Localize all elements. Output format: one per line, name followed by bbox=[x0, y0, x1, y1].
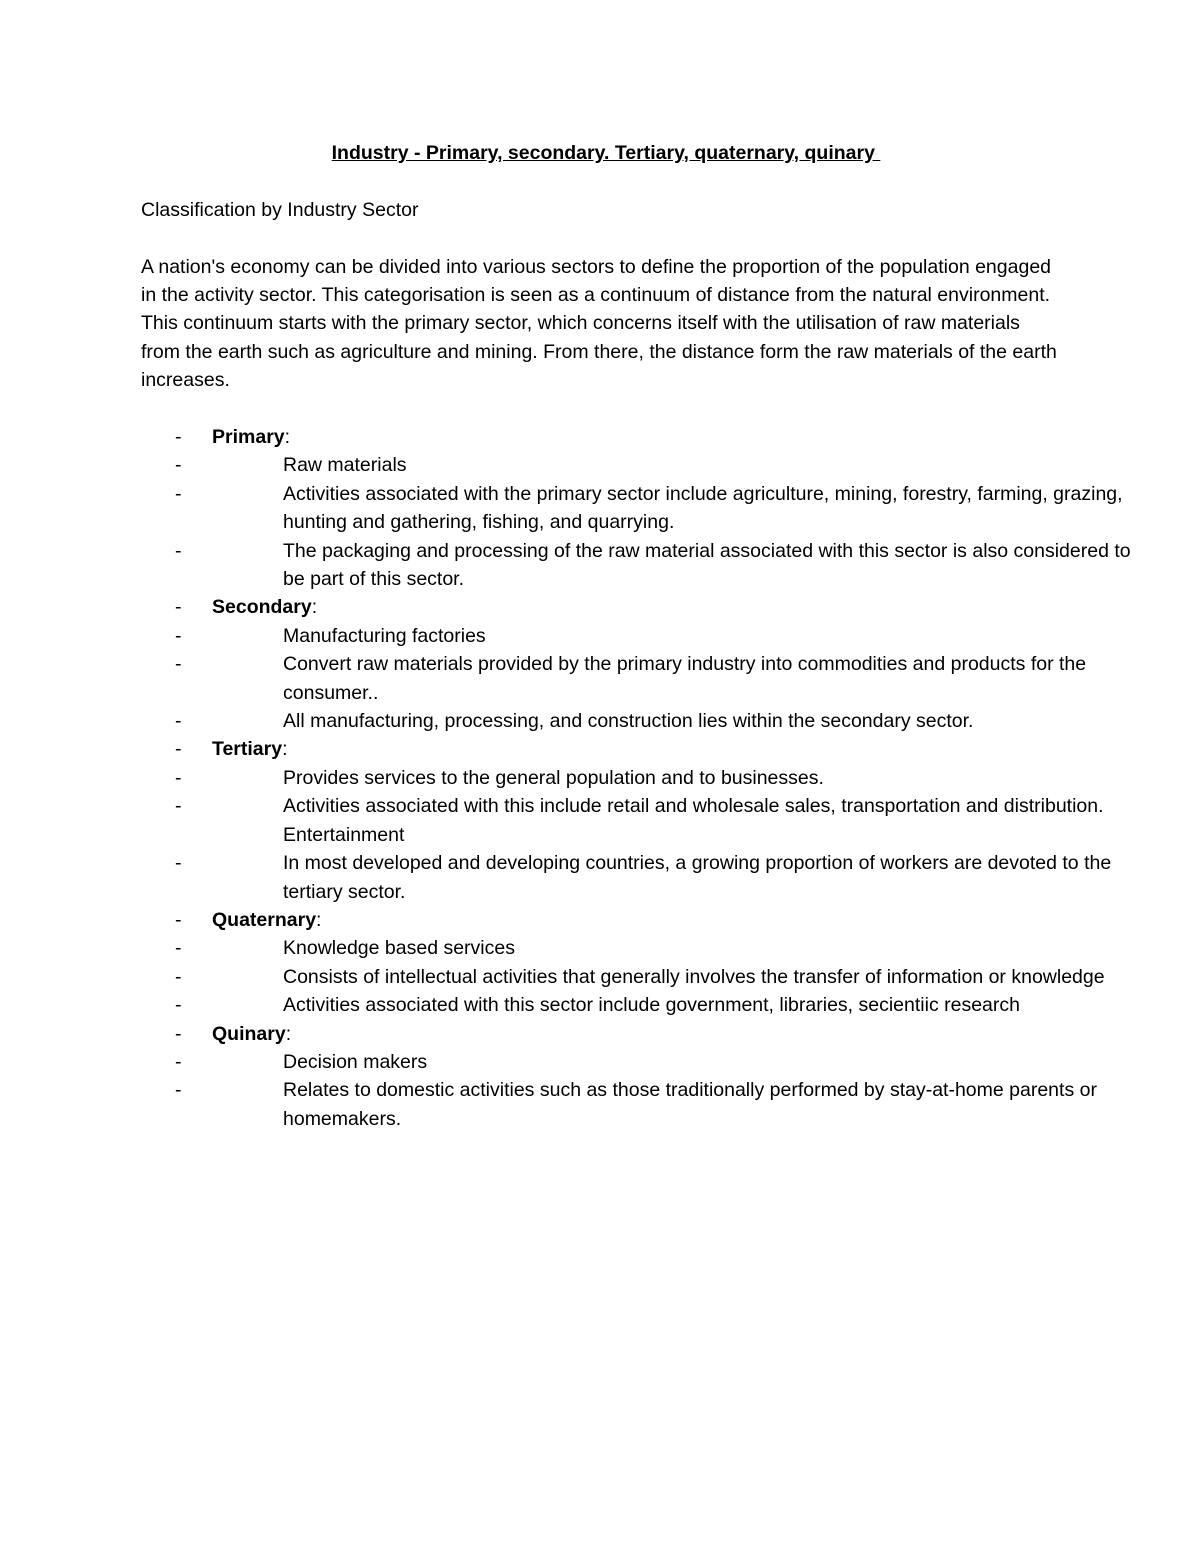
sector-colon: : bbox=[285, 1022, 292, 1045]
sector-heading bbox=[212, 423, 1071, 451]
list-item-text: In most developed and developing countries, a growing proportion of workers are devoted to the tertiary sector. bbox=[283, 852, 1112, 903]
list-item-text: Convert raw materials provided by the primary industry into commodities and products for the consumer.. bbox=[283, 653, 1087, 704]
sector-name: Tertiary bbox=[212, 738, 283, 761]
list-item bbox=[142, 991, 1071, 1019]
list-item bbox=[142, 792, 1104, 849]
sector-colon: : bbox=[311, 596, 318, 619]
sector-points bbox=[175, 622, 1087, 736]
sector-colon: : bbox=[284, 426, 291, 449]
bullet-dash: - bbox=[175, 710, 182, 733]
list-item bbox=[142, 480, 1123, 537]
sector-heading bbox=[212, 1020, 1071, 1048]
list-item bbox=[142, 963, 1105, 991]
bullet-dash: - bbox=[175, 454, 182, 477]
bullet-dash: - bbox=[175, 766, 182, 789]
sector-item-quaternary bbox=[141, 906, 1105, 1020]
document-title: Industry - Primary, secondary. Tertiary, quaternary, quinary bbox=[331, 142, 881, 164]
sector-colon: : bbox=[282, 738, 288, 761]
bullet-dash: - bbox=[175, 1079, 182, 1102]
sector-heading bbox=[212, 906, 1071, 934]
bullet-dash: - bbox=[175, 937, 182, 960]
sector-points bbox=[175, 1048, 1097, 1133]
list-item bbox=[142, 849, 1112, 906]
list-item-text: Provides services to the general population and to businesses. bbox=[283, 766, 824, 789]
bullet-dash: - bbox=[175, 908, 182, 931]
sector-item-secondary bbox=[141, 593, 1087, 735]
sector-name: Primary bbox=[212, 426, 285, 449]
sector-colon: : bbox=[316, 908, 322, 931]
list-item-text: Activities associated with this include retail and wholesale sales, transportation and distribution. Entertainment bbox=[283, 795, 1104, 846]
bullet-dash: - bbox=[175, 795, 182, 818]
list-item bbox=[142, 537, 1131, 594]
bullet-dash: - bbox=[175, 426, 182, 449]
bullet-dash: - bbox=[175, 994, 182, 1017]
list-item-text: All manufacturing, processing, and construction lies within the secondary sector. bbox=[283, 710, 974, 733]
bullet-dash: - bbox=[175, 653, 182, 676]
sector-points bbox=[175, 451, 1131, 593]
list-item-text: Activities associated with this sector include government, libraries, secientiic research bbox=[283, 994, 1020, 1017]
list-item bbox=[142, 1076, 1097, 1133]
sector-heading bbox=[212, 735, 1071, 763]
bullet-dash: - bbox=[175, 596, 182, 619]
bullet-dash: - bbox=[175, 482, 182, 505]
list-item bbox=[142, 451, 1071, 479]
list-item bbox=[142, 934, 1071, 962]
intro-paragraph: A nation's economy can be divided into various sectors to define the proportion of the population engaged in the activity sector. This categorisation is seen as a continuum of distance from the natural environment. This continuum starts with the primary sector, which concerns itself with the utilisation of raw materials from the earth such as agriculture and mining. From there, the distance form the raw materials of the earth increases. bbox=[141, 255, 1057, 392]
document-page bbox=[141, 139, 1131, 1133]
list-item-text: Knowledge based services bbox=[283, 937, 515, 960]
bullet-dash: - bbox=[175, 852, 182, 875]
bullet-dash: - bbox=[175, 965, 182, 988]
sector-name: Quaternary bbox=[212, 908, 317, 931]
sector-item-primary bbox=[141, 423, 1131, 593]
list-item bbox=[142, 707, 1071, 735]
bullet-dash: - bbox=[175, 539, 182, 562]
bullet-dash: - bbox=[175, 1022, 182, 1045]
sector-list bbox=[141, 423, 1131, 1133]
bullet-dash: - bbox=[175, 738, 182, 761]
list-item bbox=[142, 650, 1087, 707]
sector-points bbox=[175, 934, 1105, 1019]
sector-points bbox=[175, 764, 1112, 906]
list-item-text: Relates to domestic activities such as those traditionally performed by stay-at-home parents or homemakers. bbox=[283, 1079, 1097, 1130]
list-item-text: Decision makers bbox=[283, 1050, 428, 1073]
sector-item-quinary bbox=[141, 1020, 1097, 1134]
bullet-dash: - bbox=[175, 624, 182, 647]
list-item-text: Raw materials bbox=[283, 454, 407, 477]
sector-name: Quinary bbox=[212, 1022, 286, 1045]
sector-item-tertiary bbox=[141, 735, 1112, 905]
list-item bbox=[142, 764, 1071, 792]
document-subtitle: Classification by Industry Sector bbox=[141, 198, 419, 221]
sector-name: Secondary bbox=[212, 596, 312, 619]
list-item-text: Consists of intellectual activities that generally involves the transfer of information or knowledge bbox=[283, 965, 1105, 988]
list-item-text: The packaging and processing of the raw material associated with this sector is also considered to be part of this sector. bbox=[283, 539, 1131, 591]
list-item-text: Activities associated with the primary sector include agriculture, mining, forestry, farming, grazing, hunting and gathering, fishing, and quarrying. bbox=[283, 482, 1123, 534]
list-item-text: Manufacturing factories bbox=[283, 624, 486, 647]
bullet-dash: - bbox=[175, 1050, 182, 1073]
list-item bbox=[142, 1048, 1071, 1076]
sector-heading bbox=[212, 593, 1071, 621]
list-item bbox=[142, 622, 1071, 650]
